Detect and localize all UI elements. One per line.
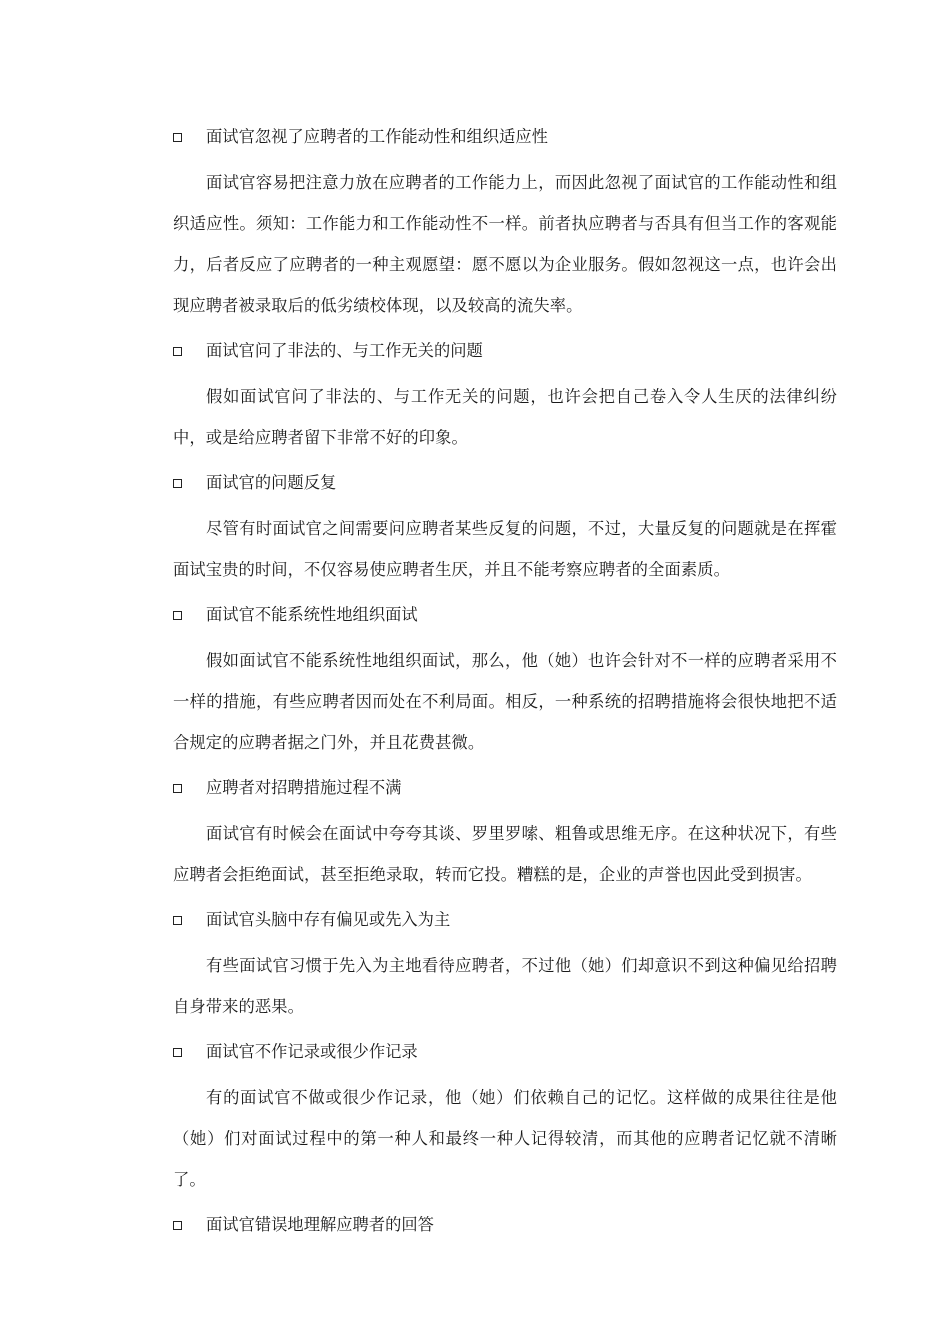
checkbox-bullet-icon xyxy=(173,479,182,488)
section-heading xyxy=(173,1210,837,1240)
section-heading-text: 面试官问了非法的、与工作无关的问题 xyxy=(206,341,483,360)
section-paragraph: 面试官有时候会在面试中夸夸其谈、罗里罗嗦、粗鲁或思维无序。在这种状况下，有些应聘者会拒绝面试，甚至拒绝录取，转而它投。糟糕的是，企业的声誉也因此受到损害。 xyxy=(173,824,837,884)
section-heading xyxy=(173,1037,837,1067)
section-heading-text: 面试官的问题反复 xyxy=(206,473,337,492)
section-paragraph: 假如面试官不能系统性地组织面试，那么，他（她）也许会针对不一样的应聘者采用不一样的措施，有些应聘者因而处在不利局面。相反，一种系统的招聘措施将会很快地把不适合规定的应聘者据之门外，并且花费甚微。 xyxy=(173,651,837,752)
checkbox-bullet-icon xyxy=(173,1221,182,1230)
section-heading xyxy=(173,336,837,366)
document-body xyxy=(173,122,837,1250)
checkbox-bullet-icon xyxy=(173,1048,182,1057)
section-paragraph: 尽管有时面试官之间需要问应聘者某些反复的问题，不过，大量反复的问题就是在挥霍面试宝贵的时间，不仅容易使应聘者生厌，并且不能考察应聘者的全面素质。 xyxy=(173,519,837,579)
section-paragraph: 有的面试官不做或很少作记录，他（她）们依赖自己的记忆。这样做的成果往往是他（她）们对面试过程中的第一种人和最终一种人记得较清，而其他的应聘者记忆就不清晰了。 xyxy=(173,1088,837,1189)
section-heading-text: 面试官头脑中存有偏见或先入为主 xyxy=(206,910,451,929)
section-heading xyxy=(173,122,837,152)
section-paragraph: 有些面试官习惯于先入为主地看待应聘者，不过他（她）们却意识不到这种偏见给招聘自身带来的恶果。 xyxy=(173,956,837,1016)
section-heading-text: 面试官错误地理解应聘者的回答 xyxy=(206,1215,434,1234)
section-heading-text: 面试官不能系统性地组织面试 xyxy=(206,605,418,624)
section-heading xyxy=(173,468,837,498)
checkbox-bullet-icon xyxy=(173,784,182,793)
checkbox-bullet-icon xyxy=(173,347,182,356)
checkbox-bullet-icon xyxy=(173,133,182,142)
checkbox-bullet-icon xyxy=(173,611,182,620)
section-heading xyxy=(173,773,837,803)
section-heading-text: 面试官忽视了应聘者的工作能动性和组织适应性 xyxy=(206,127,548,146)
section-paragraph: 面试官容易把注意力放在应聘者的工作能力上，而因此忽视了面试官的工作能动性和组织适应性。须知：工作能力和工作能动性不一样。前者执应聘者与否具有但当工作的客观能力，后者反应了应聘者的一种主观愿望：愿不愿以为企业服务。假如忽视这一点，也许会出现应聘者被录取后的低劣绩校体现，以及较高的流失率。 xyxy=(173,173,837,315)
section-heading-text: 面试官不作记录或很少作记录 xyxy=(206,1042,418,1061)
section-paragraph: 假如面试官问了非法的、与工作无关的问题，也许会把自己卷入令人生厌的法律纠纷中，或是给应聘者留下非常不好的印象。 xyxy=(173,387,837,447)
section-heading-text: 应聘者对招聘措施过程不满 xyxy=(206,778,402,797)
section-heading xyxy=(173,600,837,630)
checkbox-bullet-icon xyxy=(173,916,182,925)
section-heading xyxy=(173,905,837,935)
